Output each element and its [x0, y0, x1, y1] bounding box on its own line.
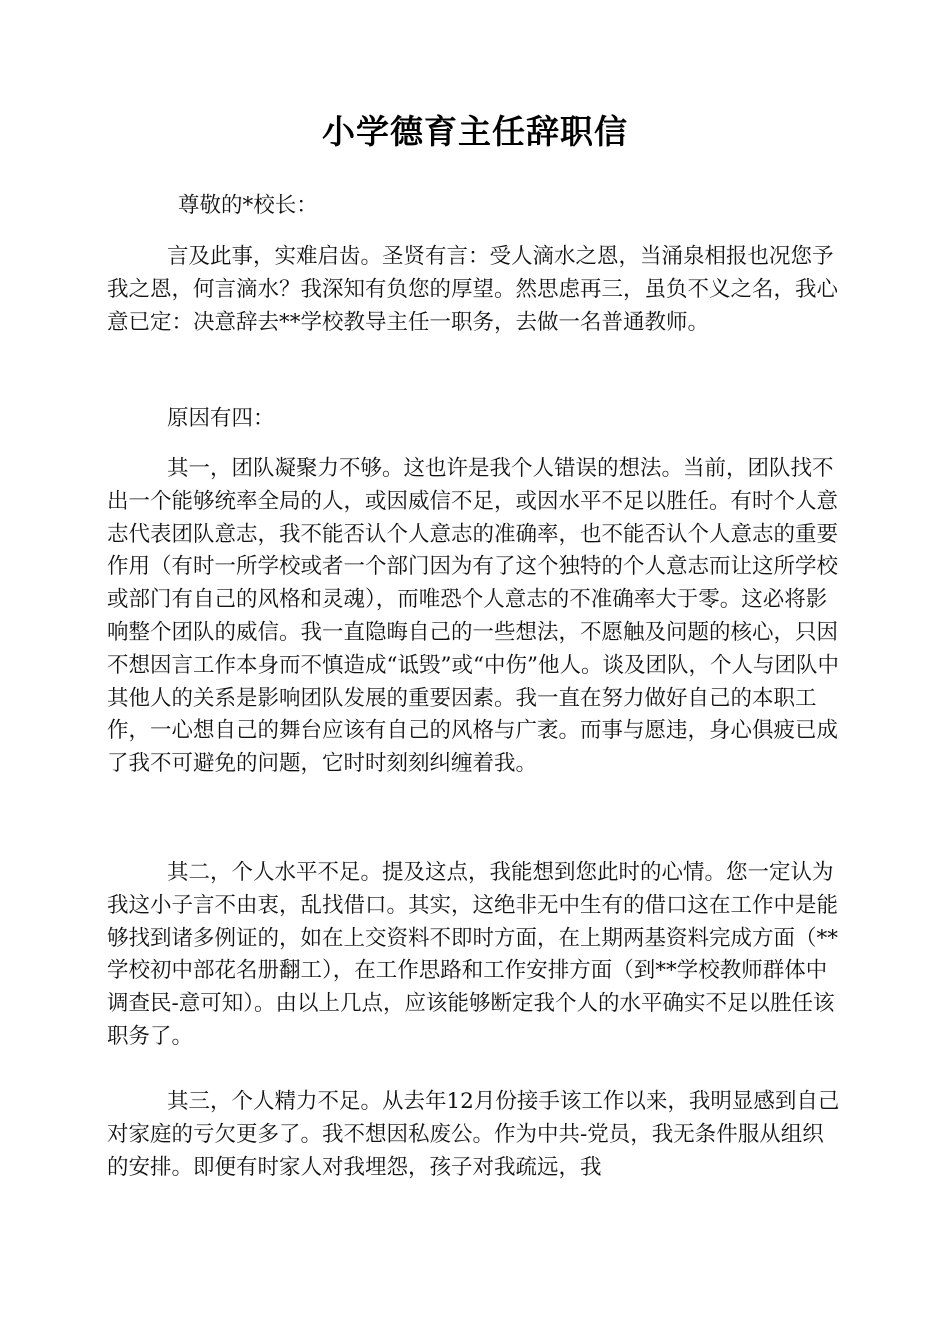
paragraph-reasons-intro: 原因有四： — [167, 406, 275, 431]
paragraph-reason-two: 其二，个人水平不足。提及这点，我能想到您此时的心情。您一定认为我这小子言不由衷，乱找借口。其实，这绝非无中生有的借口这在工作中是能够找到诸多例证的，如在上交资料不即时方面，在上期两基资料完成方面（**学校初中部花名册翻工），在工作思路和工作安排方面（到**学校教师群体中调查民-意可知）。由以上几点，应该能够断定我个人的水平确实不足以胜任该职务了。 — [107, 860, 839, 1049]
paragraph-reason-three: 其三，个人精力不足。从去年12月份接手该工作以来，我明显感到自己对家庭的亏欠更多了。我不想因私废公。作为中共-党员，我无条件服从组织的安排。即便有时家人对我埋怨，孩子对我疏远，我 — [107, 1089, 840, 1180]
paragraph-opening: 言及此事，实难启齿。圣贤有言：受人滴水之恩，当涌泉相报也况您予我之恩，何言滴水？我深知有负您的厚望。然思虑再三，虽负不义之名，我心意已定：决意辞去**学校教导主任一职务，去做一名普通教师。 — [107, 244, 839, 335]
paragraph-reason-one: 其一，团队凝聚力不够。这也许是我个人错误的想法。当前，团队找不出一个能够统率全局的人，或因威信不足，或因水平不足以胜任。有时个人意志代表团队意志，我不能否认个人意志的准确率，也不能否认个人意志的重要作用（有时一所学校或者一个部门因为有了这个独特的个人意志而让这所学校或部门有自己的风格和灵魂），而唯恐个人意志的不准确率大于零。这必将影响整个团队的威信。我一直隐晦自己的一些想法，不愿触及问题的核心，只因不想因言工作本身而不慎造成“诋毁”或“中伤”他人。谈及团队，个人与团队中其他人的关系是影响团队发展的重要因素。我一直在努力做好自己的本职工作，一心想自己的舞台应该有自己的风格与广袤。而事与愿违，身心俱疲已成了我不可避免的问题，它时时刻刻纠缠着我。 — [107, 456, 839, 777]
document-title: 小学德育主任辞职信 — [322, 112, 628, 151]
salutation: 尊敬的*校长： — [178, 193, 318, 218]
